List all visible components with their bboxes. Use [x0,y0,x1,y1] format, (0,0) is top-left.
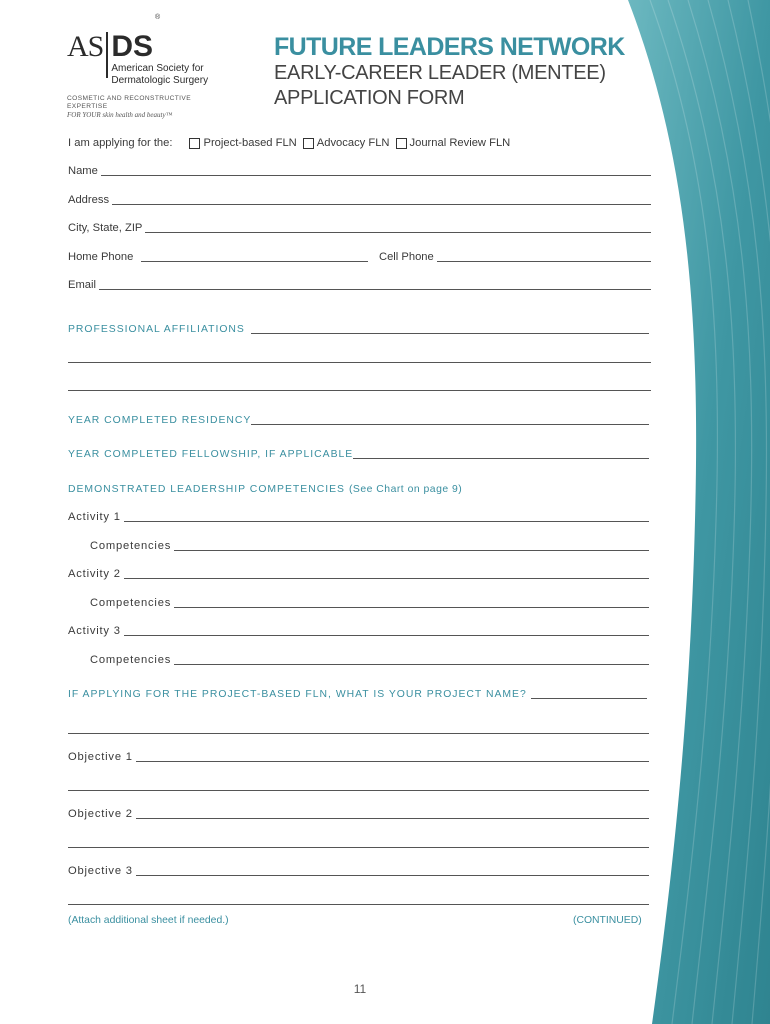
continued-note: (CONTINUED) [573,915,642,926]
objective-3-field [68,865,649,878]
option-journal-review: Journal Review FLN [409,137,511,149]
activity-2-input-line[interactable] [124,577,649,579]
competencies-heading: DEMONSTRATED LEADERSHIP COMPETENCIES [68,484,345,495]
logo-tagline-2: FOR YOUR skin health and beauty™ [67,111,173,119]
residency-field [68,414,649,427]
attach-note: (Attach additional sheet if needed.) [68,915,229,926]
objective-2-field [68,808,649,821]
cell-phone-input-line[interactable] [437,260,651,262]
logo-society-line1: American Society for [111,63,204,74]
checkbox-advocacy[interactable] [303,138,314,149]
objective-2-label: Objective 2 [68,808,133,820]
activity-3-field [68,625,649,638]
objective-3-input-line[interactable] [136,874,649,876]
objective-1-line-2[interactable] [68,790,649,791]
address-field [68,194,651,207]
page-title: FUTURE LEADERS NETWORK [274,33,625,61]
objective-2-input-line[interactable] [136,817,649,819]
fellowship-field [68,448,649,461]
address-input-line[interactable] [112,203,651,205]
objective-1-field [68,751,649,764]
checkbox-project-based[interactable] [189,138,200,149]
address-label: Address [68,194,110,206]
competencies-1-label: Competencies [90,540,172,552]
competencies-note: (See Chart on page 9) [348,484,463,495]
registered-mark: ® [155,14,161,21]
home-phone-input-line[interactable] [141,260,368,262]
activity-1-field [68,511,649,524]
competencies-2-field [90,597,649,610]
objective-3-label: Objective 3 [68,865,133,877]
affiliations-line-2[interactable] [68,362,651,363]
project-name-line-2[interactable] [68,733,649,734]
page-header [274,33,625,111]
objective-2-line-2[interactable] [68,847,649,848]
residency-label: YEAR COMPLETED RESIDENCY [68,415,252,426]
project-name-input-line[interactable] [531,697,647,699]
activity-1-label: Activity 1 [68,511,121,523]
activity-3-label: Activity 3 [68,625,121,637]
cell-phone-field [379,251,651,264]
logo-divider [106,32,108,78]
name-input-line[interactable] [101,174,651,176]
objective-1-input-line[interactable] [136,760,649,762]
activity-1-input-line[interactable] [124,520,649,522]
city-label: City, State, ZIP [68,222,143,234]
competencies-3-field [90,654,649,667]
asds-logo [67,14,227,120]
competencies-1-field [90,540,649,553]
applying-label: I am applying for the: [68,137,173,149]
page-subtitle-1: EARLY-CAREER LEADER (MENTEE) [274,62,606,84]
affiliations-line-3[interactable] [68,390,651,391]
competencies-3-input-line[interactable] [174,663,649,665]
logo-as: AS [67,30,104,63]
name-label: Name [68,165,98,177]
logo-tagline-1: COSMETIC AND RECONSTRUCTIVE EXPERTISE [67,95,192,110]
competencies-3-label: Competencies [90,654,172,666]
competencies-heading-row [68,483,649,496]
cell-phone-label: Cell Phone [379,251,434,263]
page-subtitle-2: APPLICATION FORM [274,87,465,109]
fellowship-input-line[interactable] [353,457,649,459]
fellowship-label: YEAR COMPLETED FELLOWSHIP, IF APPLICABLE [68,449,354,460]
project-name-label: IF APPLYING FOR THE PROJECT-BASED FLN, WHAT IS YOUR PROJECT NAME? [68,689,527,700]
email-input-line[interactable] [99,288,651,290]
activity-3-input-line[interactable] [124,634,649,636]
city-input-line[interactable] [145,231,651,233]
competencies-1-input-line[interactable] [174,549,649,551]
competencies-2-label: Competencies [90,597,172,609]
email-label: Email [68,279,96,291]
affiliations-input-line[interactable] [251,332,649,334]
project-name-field [68,688,647,701]
checkbox-journal-review[interactable] [396,138,407,149]
objective-3-line-2[interactable] [68,904,649,905]
affiliations-field [68,323,649,336]
home-phone-field [68,251,368,264]
city-field [68,222,651,235]
activity-2-label: Activity 2 [68,568,121,580]
objective-1-label: Objective 1 [68,751,133,763]
page-number: 11 [353,982,367,996]
applying-row [68,137,538,150]
affiliations-label: PROFESSIONAL AFFILIATIONS [68,324,245,335]
logo-society-line2: Dermatologic Surgery [111,75,209,86]
residency-input-line[interactable] [251,423,649,425]
activity-2-field [68,568,649,581]
option-project-based: Project-based FLN [203,137,297,149]
competencies-2-input-line[interactable] [174,606,649,608]
logo-ds: DS [111,30,154,63]
email-field [68,279,651,292]
option-advocacy: Advocacy FLN [316,137,390,149]
home-phone-label: Home Phone [68,251,134,263]
name-field [68,165,651,178]
